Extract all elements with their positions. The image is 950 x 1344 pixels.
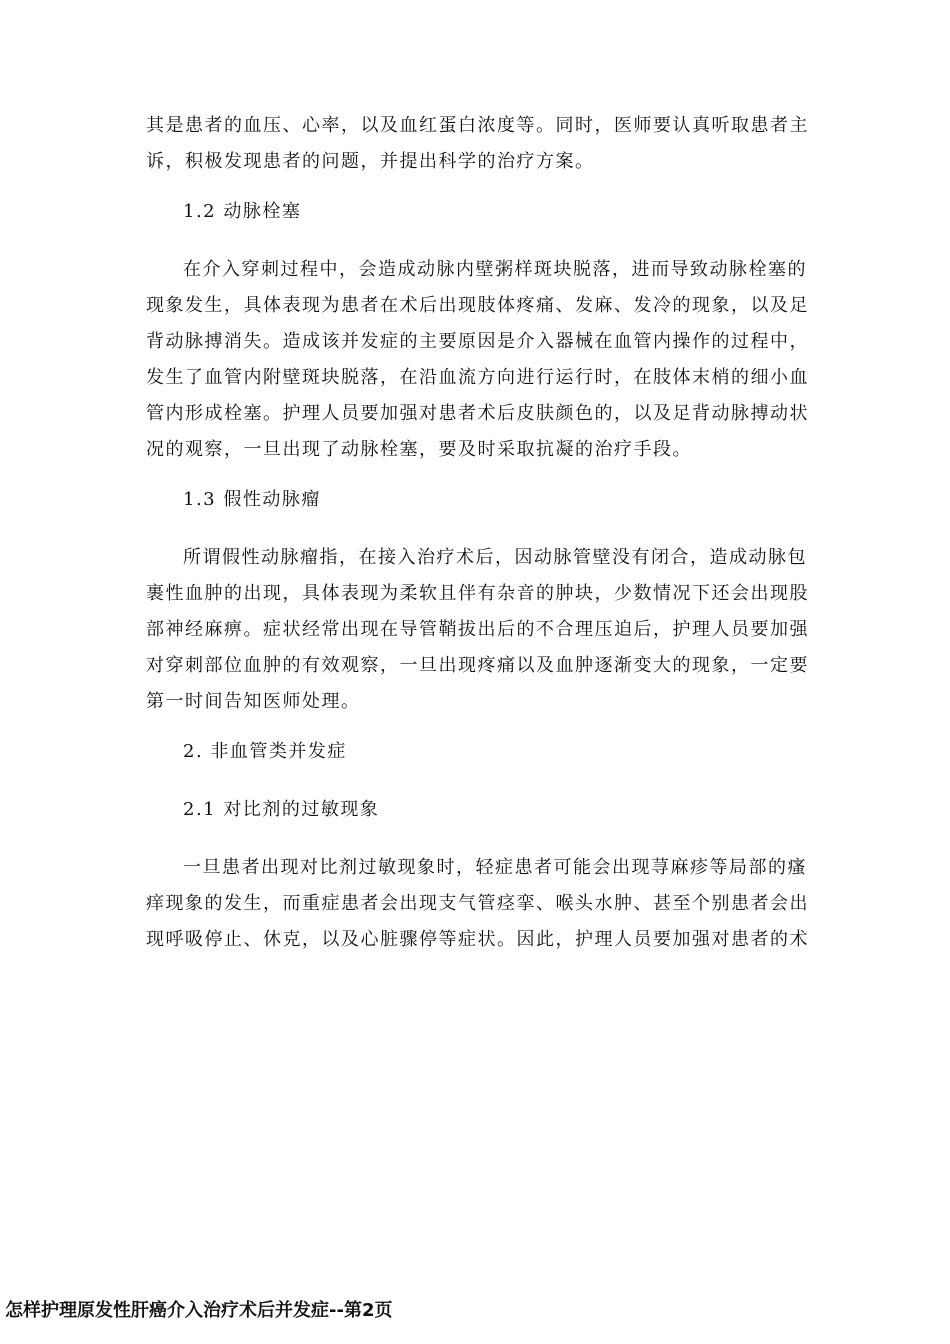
paragraph-line: 一旦患者出现对比剂过敏现象时，轻症患者可能会出现荨麻疹等局部的瘙 [183,857,807,878]
paragraph-line: 其是患者的血压、心率，以及血红蛋白浓度等。同时，医师要认真听取患者主 [146,115,809,136]
paragraph-line: 诉，积极发现患者的问题，并提出科学的治疗方案。 [146,151,595,172]
intro-paragraph [146,108,809,180]
paragraph-line: 在介入穿刺过程中，会造成动脉内壁粥样斑块脱落，进而导致动脉栓塞的 [183,259,807,280]
paragraph-line: 管内形成栓塞。护理人员要加强对患者术后皮肤颜色的，以及足背动脉搏动状 [146,403,809,424]
section-heading-1-2: 1.2 动脉栓塞 [183,201,302,222]
paragraph-line: 所谓假性动脉瘤指，在接入治疗术后，因动脉管壁没有闭合，造成动脉包 [183,547,807,568]
section-1-2-paragraph [146,252,809,468]
paragraph-line: 对穿刺部位血肿的有效观察，一旦出现疼痛以及血肿逐渐变大的现象，一定要 [146,655,809,676]
paragraph-line: 现呼吸停止、休克，以及心脏骤停等症状。因此，护理人员要加强对患者的术 [146,929,809,950]
paragraph-line: 部神经麻痹。症状经常出现在导管鞘拔出后的不合理压迫后，护理人员要加强 [146,619,809,640]
section-heading-2: 2. 非血管类并发症 [183,741,347,762]
section-heading-2-1: 2.1 对比剂的过敏现象 [183,799,380,820]
paragraph-line: 第一时间告知医师处理。 [146,691,361,712]
section-2-1-paragraph [146,850,809,958]
section-heading-1-3: 1.3 假性动脉瘤 [183,489,321,510]
document-body [146,108,809,972]
paragraph-line: 发生了血管内附壁斑块脱落，在沿血流方向进行运行时，在肢体末梢的细小血 [146,367,809,388]
paragraph-line: 况的观察，一旦出现了动脉栓塞，要及时采取抗凝的治疗手段。 [146,439,692,460]
paragraph-line: 现象发生，具体表现为患者在术后出现肢体疼痛、发麻、发冷的现象，以及足 [146,295,809,316]
paragraph-line: 裹性血肿的出现，具体表现为柔软且伴有杂音的肿块，少数情况下还会出现股 [146,583,809,604]
section-1-3-paragraph [146,540,809,720]
paragraph-line: 背动脉搏消失。造成该并发症的主要原因是介入器械在血管内操作的过程中， [146,331,809,352]
page-footer: 怎样护理原发性肝癌介入治疗术后并发症--第2页 [5,1300,393,1321]
paragraph-line: 痒现象的发生，而重症患者会出现支气管痉挛、喉头水肿、甚至个别患者会出 [146,893,809,914]
